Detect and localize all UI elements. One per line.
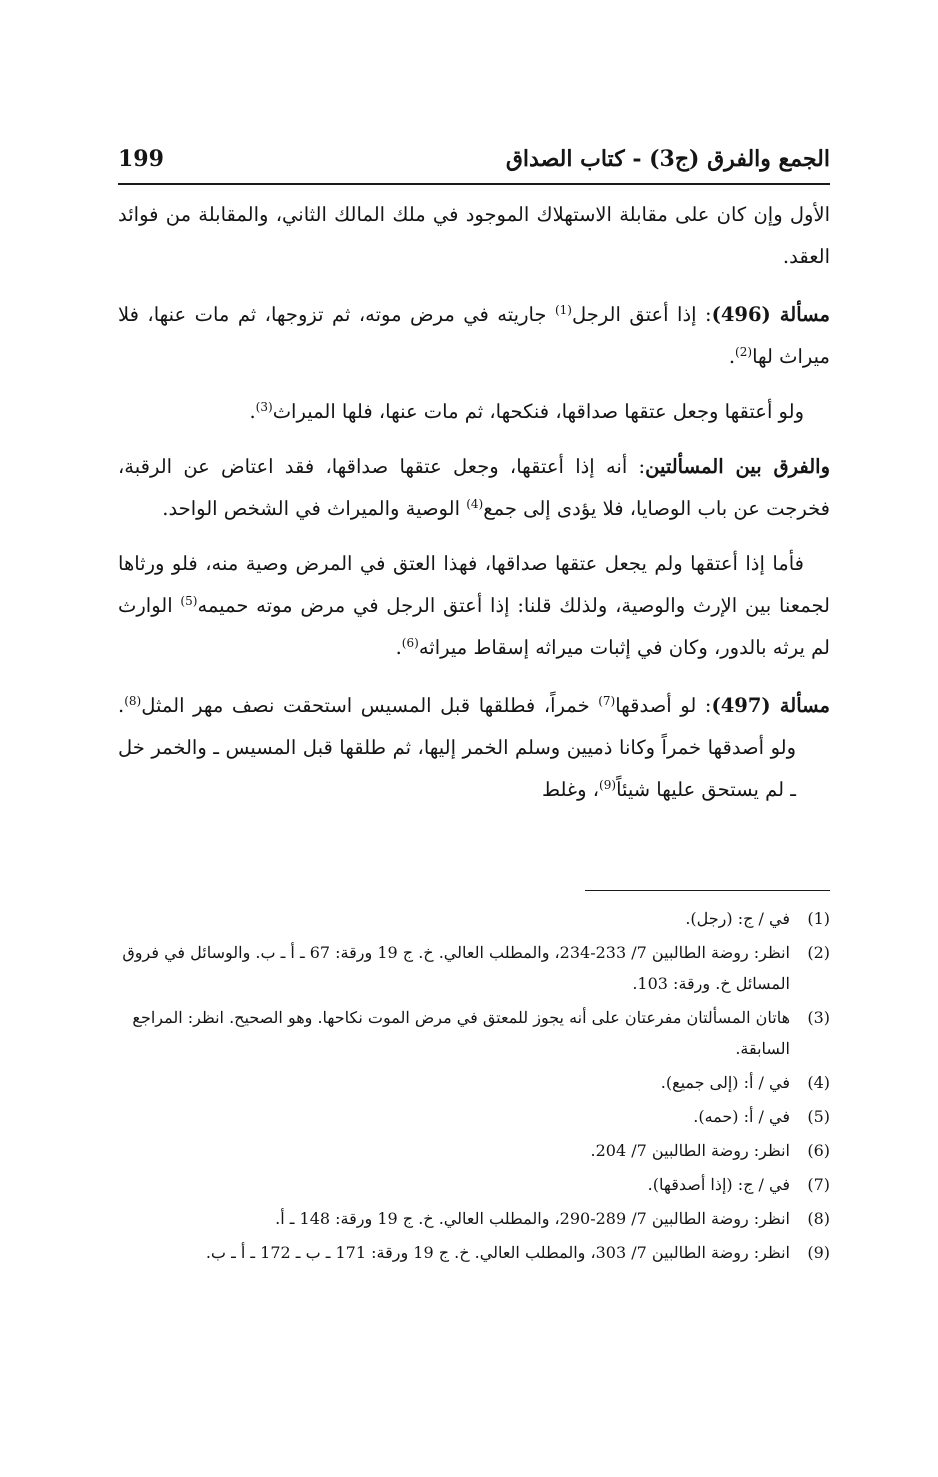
paragraph-difference: والفرق بين المسألتين: أنه إذا أعتقها، وجعل عتقها صداقها، فقد اعتاض عن الرقبة، فخرجت عن باب الوصايا، فلا يؤدى إلى جمع$^{(4)}$ الوصية والميراث في الشخص الواحد. [118,455,830,520]
footnote-text: انظر: روضة الطالبين 7/ 289-290، والمطلب العالي. خ. ج 19 ورقة: 148 ـ أ. [275,1209,790,1228]
footnote [118,1067,830,1098]
footnote-text: هاتان المسألتان مفرعتان على أنه يجوز للمعتق في مرض الموت نكاحها. وهو الصحيح. انظر: المراجع السابقة. [132,1008,790,1058]
footnote-number: (5) [807,1107,830,1126]
paragraph-will: فأما إذا أعتقها ولم يجعل عتقها صداقها، فهذا العتق في المرض وصية منه، فلو ورثاها لجمعنا بين الإرث والوصية، ولذلك قلنا: إذا أعتق الرجل في مرض موته حميمه$^{(5)}$ الوارث لم يرثه بالدور، وكان في إثبات ميراثه إسقاط ميراثه$^{(6)}$. [118,552,830,659]
footnotes [118,903,830,1271]
footnote-text: انظر: روضة الطالبين 7/ 303، والمطلب العالي. خ. ج 19 ورقة: 171 ـ ب ـ 172 ـ أ ـ ب. [205,1243,790,1262]
footnote [118,1169,830,1200]
issue-label: مسألة (497) [711,694,830,717]
footnote-text: في / ج: (إذا أصدقها). [647,1175,790,1194]
footnote-marker[interactable]: (1) [554,303,572,317]
footnote-number: (9) [807,1243,830,1262]
footnote [118,1203,830,1234]
footnote-number: (6) [807,1141,830,1160]
header-title: الجمع والفرق (ج3) - كتاب الصداق [505,146,830,172]
issue-label: مسألة (496) [711,303,830,326]
paragraph-issue-497: مسألة (497): لو أصدقها$^{(7)}$ خمراً، فطلقها قبل المسيس استحقت نصف مهر المثل$^{(8)}$. ولو أصدقها خمراً وكانا ذميين وسلم الخمر إليها، ثم طلقها قبل المسيس ـ والخمر خل ـ لم يستحق عليها شيئاً$^{(9)}$، وغلط [118,694,830,801]
footnote-text: في / أ: (حمه). [693,1107,790,1126]
footnote-number: (1) [807,909,830,928]
footnote-marker[interactable]: (5) [180,594,198,608]
footnote-number: (3) [807,1008,830,1027]
footnote-text: في / أ: (إلى جميع). [660,1073,790,1092]
footnote-number: (7) [807,1175,830,1194]
footnote [118,937,830,999]
footnote [118,1237,830,1268]
page-number: 199 [118,146,164,172]
footnote-marker[interactable]: (4) [466,497,484,511]
footnote [118,1135,830,1166]
footnote [118,903,830,934]
paragraph-inheritance: ولو أعتقها وجعل عتقها صداقها، فنكحها، ثم مات عنها، فلها الميراث$^{(3)}$. [249,400,804,423]
footnote-marker[interactable]: (8) [124,694,142,708]
running-header [118,140,830,184]
footnote-marker[interactable]: (2) [735,345,753,359]
footnote-text: انظر: روضة الطالبين 7/ 233-234، والمطلب العالي. خ. ج 19 ورقة: 67 ـ أ ـ ب. والوسائل في فروق المسائل خ. ورقة: 103. [122,943,790,993]
footnote-text: انظر: روضة الطالبين 7/ 204. [590,1141,790,1160]
footnote-text: في / ج: (رجل). [685,909,790,928]
footnote [118,1101,830,1132]
footnote-marker[interactable]: (9) [599,778,617,792]
footnote-marker[interactable]: (3) [255,400,273,414]
footnote-number: (8) [807,1209,830,1228]
header-divider [118,183,830,185]
footnote-number: (2) [807,943,830,962]
paragraph-issue-496: مسألة (496): إذا أعتق الرجل$^{(1)}$ جاريته في مرض موته، ثم تزوجها، ثم مات عنها، فلا ميراث لها$^{(2)}$. [118,303,830,368]
difference-label: والفرق بين المسألتين [645,455,830,478]
main-text [118,194,830,824]
footnote [118,1002,830,1064]
footnote-number: (4) [807,1073,830,1092]
footnote-marker[interactable]: (6) [401,636,419,650]
footnote-divider [585,890,830,891]
footnote-marker[interactable]: (7) [598,694,616,708]
paragraph-continuation: الأول وإن كان على مقابلة الاستهلاك الموجود في ملك المالك الثاني، والمقابلة من فوائد العقد. [118,203,830,268]
